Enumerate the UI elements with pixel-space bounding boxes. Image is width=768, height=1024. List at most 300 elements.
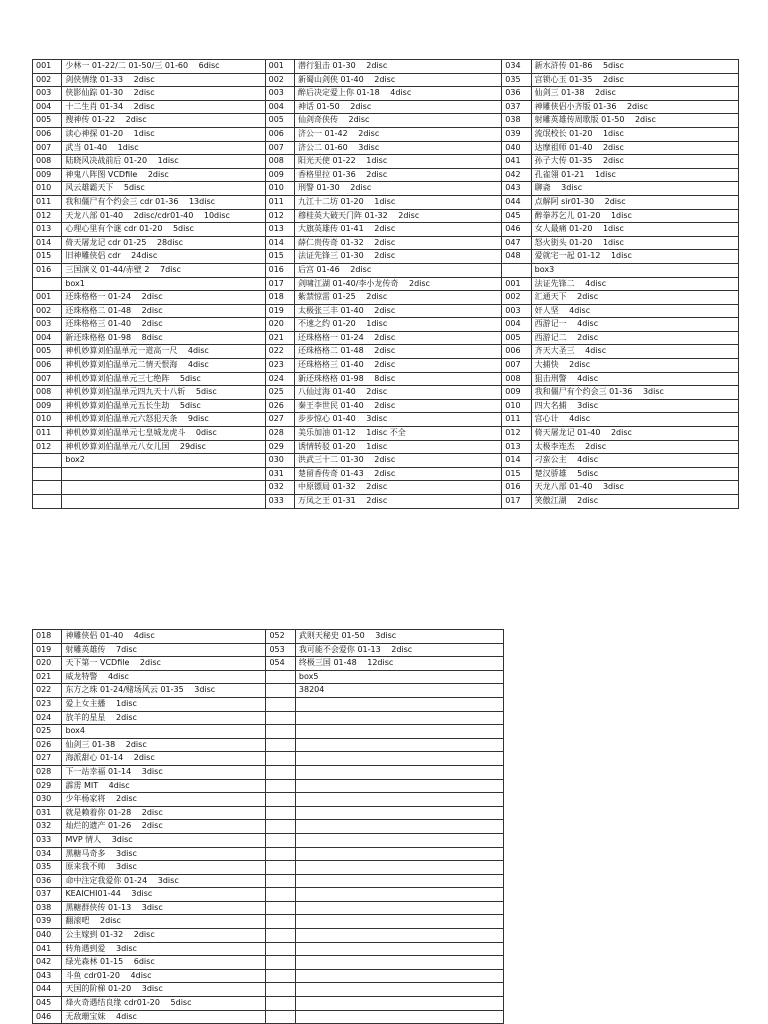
item-title: 烽火奇遇结良缘 cdr01-20 5disc <box>62 997 266 1011</box>
item-title: 法证先锋三 01-30 2disc <box>294 250 501 264</box>
item-number: 035 <box>33 861 62 875</box>
item-title: 法证先锋二 4disc <box>531 277 738 291</box>
inventory-table-bottom <box>32 629 504 1024</box>
item-title: 威龙特警 4disc <box>62 670 266 684</box>
item-number: 016 <box>33 263 62 277</box>
item-number: 032 <box>265 481 294 495</box>
item-number: 016 <box>502 481 531 495</box>
item-number <box>266 969 295 983</box>
item-title <box>295 942 503 956</box>
item-number: 008 <box>33 155 62 169</box>
item-number: 002 <box>33 73 62 87</box>
item-number: 047 <box>502 236 531 250</box>
item-number: 001 <box>265 60 294 74</box>
item-title: 霹雳 MIT 4disc <box>62 779 266 793</box>
item-number <box>266 956 295 970</box>
item-title <box>295 969 503 983</box>
item-number <box>266 929 295 943</box>
item-title <box>295 711 503 725</box>
item-title: 下一站幸福 01-14 3disc <box>62 765 266 779</box>
item-title: 新蜀山剑侠 01-40 2disc <box>294 73 501 87</box>
item-number: 043 <box>502 182 531 196</box>
item-title: 香格里拉 01-36 2disc <box>294 168 501 182</box>
item-number <box>33 495 62 509</box>
item-number: 040 <box>33 929 62 943</box>
item-number: 019 <box>33 643 62 657</box>
item-number: 027 <box>265 413 294 427</box>
item-number <box>266 670 295 684</box>
item-title: 中原镖局 01-32 2disc <box>294 481 501 495</box>
item-number: 004 <box>502 318 531 332</box>
item-number: 015 <box>502 467 531 481</box>
item-number <box>33 481 62 495</box>
item-title: 就是赖着你 01-28 2disc <box>62 806 266 820</box>
item-title: 济公二 01-60 3disc <box>294 141 501 155</box>
item-number: 036 <box>502 87 531 101</box>
table-row <box>33 427 739 441</box>
table-row <box>33 155 739 169</box>
item-number <box>266 711 295 725</box>
item-number: 019 <box>265 304 294 318</box>
item-title: 天国的阶梯 01-20 3disc <box>62 983 266 997</box>
item-title: 点解阿 sir01-30 2disc <box>531 195 738 209</box>
item-number: 023 <box>265 359 294 373</box>
table-row <box>33 481 739 495</box>
item-number: 004 <box>265 100 294 114</box>
item-number: 010 <box>502 399 531 413</box>
item-title <box>295 752 503 766</box>
item-title: 汇通天下 2disc <box>531 291 738 305</box>
item-title <box>295 847 503 861</box>
item-number: 008 <box>265 155 294 169</box>
table-row <box>33 127 739 141</box>
table-row <box>33 874 504 888</box>
item-title: 无敌珊宝妹 4disc <box>62 1010 266 1024</box>
item-title: 太极张三丰 01-40 2disc <box>294 304 501 318</box>
item-title: 我和僵尸有个约会三 cdr 01-36 13disc <box>62 195 265 209</box>
table-row <box>33 372 739 386</box>
item-title: 我和僵尸有个约会三 01-36 3disc <box>531 386 738 400</box>
table-row <box>33 765 504 779</box>
item-number: 010 <box>33 413 62 427</box>
item-number: 005 <box>502 331 531 345</box>
table-row <box>33 236 739 250</box>
item-title: 神机妙算刘伯温单元二情天恨海 4disc <box>62 359 265 373</box>
table-row <box>33 168 739 182</box>
item-title: 心理心里有个谜 cdr 01-20 5disc <box>62 223 265 237</box>
item-number: 031 <box>265 467 294 481</box>
item-number: 031 <box>33 806 62 820</box>
item-title <box>295 956 503 970</box>
item-title: 后宫 01-46 2disc <box>294 263 501 277</box>
item-number <box>266 997 295 1011</box>
item-title: 神雕侠侣 01-40 4disc <box>62 630 266 644</box>
item-number: 034 <box>502 60 531 74</box>
table-row <box>33 399 739 413</box>
table-row <box>33 752 504 766</box>
item-number: 005 <box>33 345 62 359</box>
item-title: 倚天屠龙记 cdr 01-25 28disc <box>62 236 265 250</box>
item-title: 我可能不会爱你 01-13 2disc <box>295 643 503 657</box>
table-row <box>33 833 504 847</box>
item-title: 射雕英雄传周歌版 01-50 2disc <box>531 114 738 128</box>
item-title: 薛仁贵传奇 01-32 2disc <box>294 236 501 250</box>
item-number: 007 <box>265 141 294 155</box>
item-number <box>33 467 62 481</box>
item-number <box>266 874 295 888</box>
item-number: 028 <box>265 427 294 441</box>
item-number: 029 <box>265 440 294 454</box>
item-number: 011 <box>33 427 62 441</box>
item-title: 神雕侠侣小齐版 01-36 2disc <box>531 100 738 114</box>
item-title: 武则天秘史 01-50 3disc <box>295 630 503 644</box>
item-title: 济公一 01-42 2disc <box>294 127 501 141</box>
item-title: 三国演义 01-44/赤壁 2 7disc <box>62 263 265 277</box>
item-title <box>295 697 503 711</box>
table-row <box>33 182 739 196</box>
item-title: 灿烂的遗产 01-26 2disc <box>62 820 266 834</box>
table-row <box>33 630 504 644</box>
table-row <box>33 820 504 834</box>
item-title: 醉后决定爱上你 01-18 4disc <box>294 87 501 101</box>
item-title: 公主嫁到 01-32 2disc <box>62 929 266 943</box>
item-number: 009 <box>502 386 531 400</box>
item-title: 万凤之王 01-31 2disc <box>294 495 501 509</box>
table-row <box>33 454 739 468</box>
item-title: 陆晓风决战前后 01-20 1disc <box>62 155 265 169</box>
item-title: 神机妙算刘伯温单元三七绝阵 5disc <box>62 372 265 386</box>
item-number: 046 <box>33 1010 62 1024</box>
item-title <box>295 861 503 875</box>
item-title: 神机妙算刘伯温单元四九天十八斩 5disc <box>62 386 265 400</box>
table-row <box>33 73 739 87</box>
item-title: 天龙八部 01-40 3disc <box>531 481 738 495</box>
item-title: 神鬼八阵图 VCDfile 2disc <box>62 168 265 182</box>
item-number <box>266 793 295 807</box>
item-number: 041 <box>33 942 62 956</box>
item-title: 达摩祖师 01-40 2disc <box>531 141 738 155</box>
item-number: 024 <box>265 372 294 386</box>
item-number: 038 <box>33 901 62 915</box>
table-row <box>33 359 739 373</box>
item-title <box>295 915 503 929</box>
item-number <box>266 738 295 752</box>
item-title: 38204 <box>295 684 503 698</box>
item-number: 004 <box>33 100 62 114</box>
item-title: 天下第一 VCDfile 2disc <box>62 657 266 671</box>
item-title: 太极李连杰 2disc <box>531 440 738 454</box>
item-number: 010 <box>265 182 294 196</box>
item-title: box4 <box>62 725 266 739</box>
item-title: 还珠格格二 01-48 2disc <box>62 304 265 318</box>
table-row <box>33 806 504 820</box>
item-title <box>62 495 265 509</box>
item-number: 009 <box>33 399 62 413</box>
item-title: 放羊的星星 2disc <box>62 711 266 725</box>
item-title: 风云雄霸天下 5disc <box>62 182 265 196</box>
item-title: 楚汉骄雄 5disc <box>531 467 738 481</box>
item-title: 笑傲江湖 2disc <box>531 495 738 509</box>
item-title: 九江十二坊 01-20 1disc <box>294 195 501 209</box>
item-number: 004 <box>33 331 62 345</box>
table-row <box>33 467 739 481</box>
item-title: 齐天大圣三 4disc <box>531 345 738 359</box>
item-number: 034 <box>33 847 62 861</box>
item-number: 011 <box>265 195 294 209</box>
item-title <box>295 929 503 943</box>
item-number: 013 <box>33 223 62 237</box>
table-row <box>33 263 739 277</box>
item-title: 宫心计 4disc <box>531 413 738 427</box>
item-number: 009 <box>265 168 294 182</box>
item-number: 013 <box>265 223 294 237</box>
item-number: 012 <box>502 427 531 441</box>
item-number: 010 <box>33 182 62 196</box>
item-title: 神话 01-50 2disc <box>294 100 501 114</box>
item-title <box>295 901 503 915</box>
table-row <box>33 888 504 902</box>
item-number: 020 <box>265 318 294 332</box>
item-number: 001 <box>33 291 62 305</box>
item-title: 穆桂英大破天门阵 01-32 2disc <box>294 209 501 223</box>
item-title <box>295 833 503 847</box>
item-title: 还珠格格二 01-48 2disc <box>294 345 501 359</box>
item-number <box>266 684 295 698</box>
table-row <box>33 901 504 915</box>
item-number: 039 <box>502 127 531 141</box>
item-title: 神机妙算刘伯温单元五长生劫 5disc <box>62 399 265 413</box>
item-number: 035 <box>502 73 531 87</box>
item-number: 020 <box>33 657 62 671</box>
item-number: 011 <box>502 413 531 427</box>
table-row <box>33 100 739 114</box>
item-title: 大捕快 2disc <box>531 359 738 373</box>
item-title: 还珠格格一 01-24 2disc <box>294 331 501 345</box>
item-number: 038 <box>502 114 531 128</box>
item-number: 014 <box>33 236 62 250</box>
inventory-table-top <box>32 59 739 509</box>
item-title: 刁蛮公主 4disc <box>531 454 738 468</box>
item-number: 026 <box>33 738 62 752</box>
item-title: 射雕英雄传 7disc <box>62 643 266 657</box>
table-row <box>33 861 504 875</box>
item-title: 阳光天使 01-22 1disc <box>294 155 501 169</box>
item-title: 还珠格格三 01-40 2disc <box>294 359 501 373</box>
item-title: 海派甜心 01-14 2disc <box>62 752 266 766</box>
item-title: 黑糖群侠传 01-13 3disc <box>62 901 266 915</box>
item-number: 024 <box>33 711 62 725</box>
table-row <box>33 60 739 74</box>
table-row <box>33 684 504 698</box>
table-row <box>33 779 504 793</box>
table-row <box>33 643 504 657</box>
table-row <box>33 141 739 155</box>
table-row <box>33 223 739 237</box>
item-number: 013 <box>502 440 531 454</box>
item-number: 045 <box>502 209 531 223</box>
item-number: 003 <box>265 87 294 101</box>
item-title: 八仙过海 01-40 2disc <box>294 386 501 400</box>
item-number: 009 <box>33 168 62 182</box>
item-title: 爱就宅一起 01-12 1disc <box>531 250 738 264</box>
item-number <box>33 454 62 468</box>
item-title: 神机妙算刘伯温单元七皇城龙虎斗 0disc <box>62 427 265 441</box>
item-number <box>266 888 295 902</box>
table-row <box>33 87 739 101</box>
item-number: 005 <box>33 114 62 128</box>
item-title <box>62 467 265 481</box>
item-number: 006 <box>502 345 531 359</box>
item-number: 003 <box>33 87 62 101</box>
item-title: 读心神探 01-20 1disc <box>62 127 265 141</box>
item-title: 新还珠格格 01-98 8disc <box>294 372 501 386</box>
item-title: 宫锁心玉 01-35 2disc <box>531 73 738 87</box>
item-title <box>295 793 503 807</box>
item-number: 039 <box>33 915 62 929</box>
item-title: 搜神传 01-22 2disc <box>62 114 265 128</box>
item-title: 翻滚吧 2disc <box>62 915 266 929</box>
item-number: 014 <box>502 454 531 468</box>
item-number <box>266 779 295 793</box>
item-title <box>295 888 503 902</box>
item-title: 大旗英雄传 01-41 2disc <box>294 223 501 237</box>
item-title: 新水浒传 01-86 5disc <box>531 60 738 74</box>
item-number <box>266 697 295 711</box>
item-number: 052 <box>266 630 295 644</box>
item-number <box>266 806 295 820</box>
item-title: 还珠格格三 01-40 2disc <box>62 318 265 332</box>
item-number: 040 <box>502 141 531 155</box>
item-number: 041 <box>502 155 531 169</box>
item-title: 剑啸江湖 01-40/李小龙传奇 2disc <box>294 277 501 291</box>
item-number: 054 <box>266 657 295 671</box>
table-row <box>33 657 504 671</box>
item-number: 032 <box>33 820 62 834</box>
item-number: 022 <box>265 345 294 359</box>
item-title: 楚留香传奇 01-43 2disc <box>294 467 501 481</box>
item-title: 孙子大传 01-35 2disc <box>531 155 738 169</box>
item-number: 033 <box>265 495 294 509</box>
item-number: 021 <box>265 331 294 345</box>
table-row <box>33 915 504 929</box>
item-title: 步步惊心 01-40 3disc <box>294 413 501 427</box>
table-row <box>33 291 739 305</box>
item-number <box>266 820 295 834</box>
item-number <box>502 263 531 277</box>
item-number: 012 <box>33 209 62 223</box>
table-row <box>33 997 504 1011</box>
item-number: 018 <box>265 291 294 305</box>
item-title: 美乐加油 01-12 1disc 不全 <box>294 427 501 441</box>
item-number <box>266 983 295 997</box>
item-number: 053 <box>266 643 295 657</box>
item-number: 001 <box>502 277 531 291</box>
item-number: 017 <box>502 495 531 509</box>
table-row <box>33 956 504 970</box>
item-number: 043 <box>33 969 62 983</box>
item-title <box>295 997 503 1011</box>
table-row <box>33 942 504 956</box>
item-title: 十二生肖 01-34 2disc <box>62 100 265 114</box>
item-number: 006 <box>265 127 294 141</box>
item-number <box>266 1010 295 1024</box>
item-title: box1 <box>62 277 265 291</box>
item-title: 仙剑三 01-38 2disc <box>62 738 266 752</box>
table-row <box>33 1010 504 1024</box>
item-title <box>295 820 503 834</box>
item-title: 聊斋 3disc <box>531 182 738 196</box>
item-number: 037 <box>502 100 531 114</box>
table-row <box>33 670 504 684</box>
item-title: 少年杨家将 2disc <box>62 793 266 807</box>
item-number: 042 <box>33 956 62 970</box>
item-number: 007 <box>33 372 62 386</box>
item-number: 023 <box>33 697 62 711</box>
item-number: 018 <box>33 630 62 644</box>
item-number <box>266 901 295 915</box>
item-title: KEAICHI01-44 3disc <box>62 888 266 902</box>
item-title: 西游记二 2disc <box>531 331 738 345</box>
item-title <box>295 874 503 888</box>
item-number: 021 <box>33 670 62 684</box>
item-number: 025 <box>33 725 62 739</box>
item-title <box>295 765 503 779</box>
table-row <box>33 250 739 264</box>
item-title: 还珠格格一 01-24 2disc <box>62 291 265 305</box>
item-number <box>266 915 295 929</box>
item-number: 028 <box>33 765 62 779</box>
item-title: 天龙八部 01-40 2disc/cdr01-40 10disc <box>62 209 265 223</box>
item-title: 神机妙算刘伯温单元八女儿国 29disc <box>62 440 265 454</box>
item-number: 006 <box>33 127 62 141</box>
item-title: 倚天屠龙记 01-40 2disc <box>531 427 738 441</box>
item-title: 斗鱼 cdr01-20 4disc <box>62 969 266 983</box>
item-number <box>266 725 295 739</box>
item-number: 042 <box>502 168 531 182</box>
item-number: 008 <box>33 386 62 400</box>
item-number <box>33 277 62 291</box>
item-number: 014 <box>265 236 294 250</box>
table-row <box>33 331 739 345</box>
item-number: 008 <box>502 372 531 386</box>
item-number <box>266 861 295 875</box>
item-title: 孔雀翎 01-21 1disc <box>531 168 738 182</box>
item-title: 旧神雕侠侣 cdr 24disc <box>62 250 265 264</box>
item-number: 036 <box>33 874 62 888</box>
table-row <box>33 793 504 807</box>
item-number: 044 <box>33 983 62 997</box>
table-row <box>33 725 504 739</box>
table-row <box>33 495 739 509</box>
table-row <box>33 969 504 983</box>
table-row <box>33 929 504 943</box>
item-number: 048 <box>502 250 531 264</box>
item-number: 003 <box>502 304 531 318</box>
item-title: 命中注定我爱你 01-24 3disc <box>62 874 266 888</box>
item-title: 少林一 01-22/二 01-50/三 01-60 6disc <box>62 60 265 74</box>
item-title: 终极三国 01-48 12disc <box>295 657 503 671</box>
item-number: 025 <box>265 386 294 400</box>
item-number: 007 <box>502 359 531 373</box>
item-title: 新还珠格格 01-98 8disc <box>62 331 265 345</box>
item-number: 002 <box>502 291 531 305</box>
item-number <box>266 847 295 861</box>
item-number: 012 <box>265 209 294 223</box>
item-title: 紫禁惊雷 01-25 2disc <box>294 291 501 305</box>
item-title: 西游记一 4disc <box>531 318 738 332</box>
item-number: 005 <box>265 114 294 128</box>
table-row <box>33 983 504 997</box>
